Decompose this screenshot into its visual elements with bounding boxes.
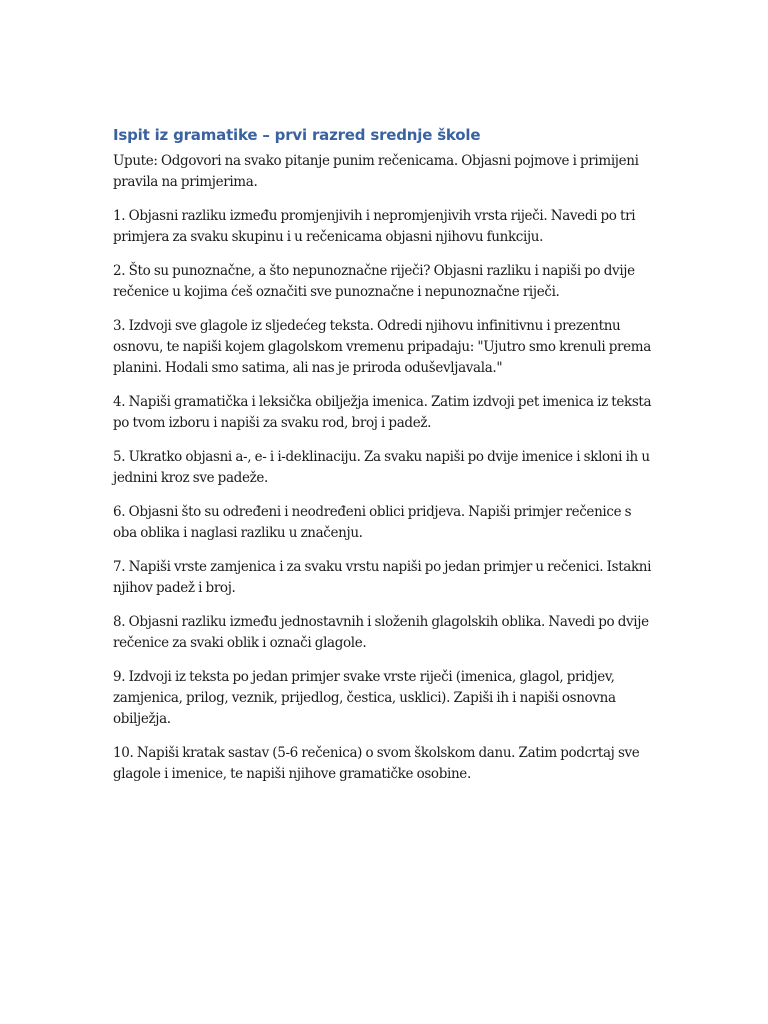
question-6: 6. Objasni što su određeni i neodređeni oblici pridjeva. Napiši primjer rečenice s oba oblika i naglasi razliku u značenju. (113, 504, 632, 541)
document-page (113, 124, 658, 798)
question-7: 7. Napiši vrste zamjenica i za svaku vrstu napiši po jedan primjer u rečenici. Istakni njihov padež i broj. (113, 559, 652, 596)
question-5: 5. Ukratko objasni a-, e- i i-deklinaciju. Za svaku napiši po dvije imenice i skloni ih u jednini kroz sve padeže. (113, 449, 650, 486)
question-9: 9. Izdvoji iz teksta po jedan primjer svake vrste riječi (imenica, glagol, pridjev, zamjenica, prilog, veznik, prijedlog, čestica, usklici). Zapiši ih i napiši osnovna obilježja. (113, 669, 616, 727)
question-2: 2. Što su punoznačne, a što nepunoznačne riječi? Objasni razliku i napiši po dvije rečenice u kojima ćeš označiti sve punoznačne i nepunoznačne riječi. (113, 263, 635, 300)
question-10: 10. Napiši kratak sastav (5-6 rečenica) o svom školskom danu. Zatim podcrtaj sve glagole i imenice, te napiši njihove gramatičke osobine. (113, 745, 640, 782)
question-1: 1. Objasni razliku između promjenjivih i nepromjenjivih vrsta riječi. Navedi po tri primjera za svaku skupinu i u rečenicama objasni njihovu funkciju. (113, 208, 636, 245)
document-title: Ispit iz gramatike – prvi razred srednje škole (113, 126, 481, 144)
question-3: 3. Izdvoji sve glagole iz sljedećeg teksta. Odredi njihovu infinitivnu i prezentnu osnovu, te napiši kojem glagolskom vremenu pripadaju: "Ujutro smo krenuli prema planini. Hodali smo satima, ali nas je priroda oduševljavala." (113, 318, 651, 376)
instructions-text: Upute: Odgovori na svako pitanje punim rečenicama. Objasni pojmove i primijeni pravila na primjerima. (113, 153, 639, 190)
question-8: 8. Objasni razliku između jednostavnih i složenih glagolskih oblika. Navedi po dvije rečenice za svaki oblik i označi glagole. (113, 614, 649, 651)
question-4: 4. Napiši gramatička i leksička obilježja imenica. Zatim izdvoji pet imenica iz teksta po tvom izboru i napiši za svaku rod, broj i padež. (113, 394, 652, 431)
